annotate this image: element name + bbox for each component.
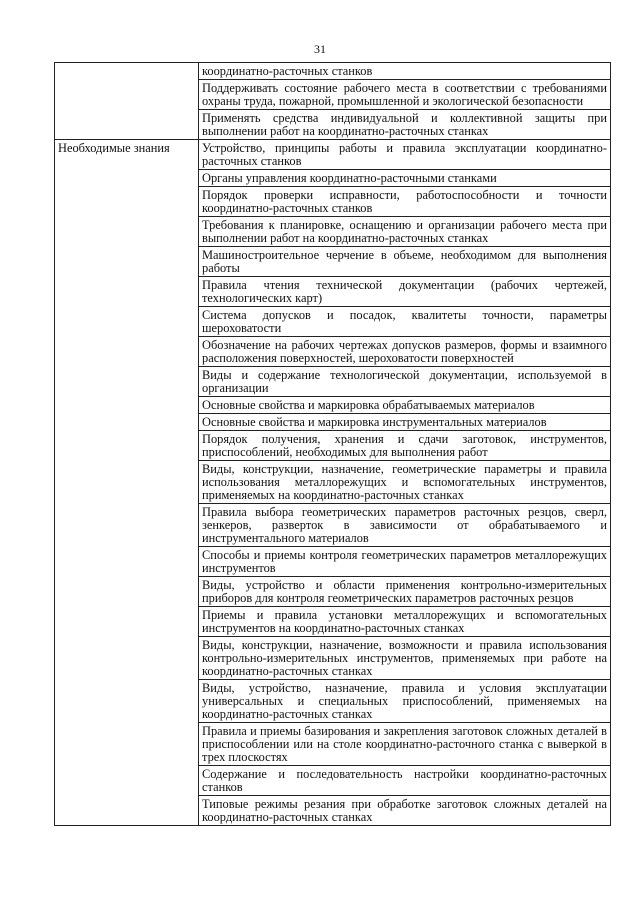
page-number: 31 (314, 42, 326, 56)
knowledge-item: Приемы и правила установки металлорежущих и вспомогательных инструментов на координатно-расточных станках (199, 607, 611, 637)
knowledge-item: Виды, устройство, назначение, правила и условия эксплуатации универсальных и специальных приспособлений, применяемых на координатно-расточных станках (199, 680, 611, 723)
knowledge-item: Основные свойства и маркировка инструментальных материалов (199, 414, 611, 431)
left-cell-empty (55, 63, 199, 140)
table-row (55, 140, 611, 170)
knowledge-item: Способы и приемы контроля геометрических параметров металлорежущих инструментов (199, 547, 611, 577)
knowledge-item: Основные свойства и маркировка обрабатываемых материалов (199, 397, 611, 414)
knowledge-item: Правила выбора геометрических параметров расточных резцов, сверл, зенкеров, разверток в зависимости от обрабатываемого и инструментального материалов (199, 504, 611, 547)
knowledge-item: Правила чтения технической документации (рабочих чертежей, технологических карт) (199, 277, 611, 307)
knowledge-item: Система допусков и посадок, квалитеты точности, параметры шероховатости (199, 307, 611, 337)
knowledge-item: Органы управления координатно-расточными станками (199, 170, 611, 187)
knowledge-label: Необходимые знания (55, 140, 199, 826)
table-body (55, 63, 611, 826)
knowledge-item: Правила и приемы базирования и закрепления заготовок сложных деталей в приспособлении или на столе координатно-расточного станка с выверкой в трех плоскостях (199, 723, 611, 766)
knowledge-item: Виды, конструкции, назначение, возможности и правила использования контрольно-измерительных инструментов, применяемых при работе на координатно-расточных станках (199, 637, 611, 680)
knowledge-item: Виды, конструкции, назначение, геометрические параметры и правила использования металлорежущих и вспомогательных инструментов, применяемых на координатно-расточных станках (199, 461, 611, 504)
knowledge-item: Типовые режимы резания при обработке заготовок сложных деталей на координатно-расточных станках (199, 796, 611, 826)
knowledge-item: Порядок получения, хранения и сдачи заготовок, инструментов, приспособлений, необходимых для выполнения работ (199, 431, 611, 461)
knowledge-item: Содержание и последовательность настройки координатно-расточных станков (199, 766, 611, 796)
knowledge-item: Виды и содержание технологической документации, используемой в организации (199, 367, 611, 397)
table-row (55, 63, 611, 80)
skill-item: Поддерживать состояние рабочего места в соответствии с требованиями охраны труда, пожарной, промышленной и экологической безопасности (199, 80, 611, 110)
knowledge-item: Устройство, принципы работы и правила эксплуатации координатно-расточных станков (199, 140, 611, 170)
knowledge-item: Требования к планировке, оснащению и организации рабочего места при выполнении работ на координатно-расточных станках (199, 217, 611, 247)
knowledge-item: Порядок проверки исправности, работоспособности и точности координатно-расточных станков (199, 187, 611, 217)
knowledge-item: Виды, устройство и области применения контрольно-измерительных приборов для контроля геометрических параметров расточных резцов (199, 577, 611, 607)
skill-item: координатно-расточных станков (199, 63, 611, 80)
skill-item: Применять средства индивидуальной и коллективной защиты при выполнении работ на координатно-расточных станках (199, 110, 611, 140)
knowledge-item: Машиностроительное черчение в объеме, необходимом для выполнения работы (199, 247, 611, 277)
knowledge-item: Обозначение на рабочих чертежах допусков размеров, формы и взаимного расположения поверхностей, шероховатости поверхностей (199, 337, 611, 367)
requirements-table (54, 62, 611, 826)
